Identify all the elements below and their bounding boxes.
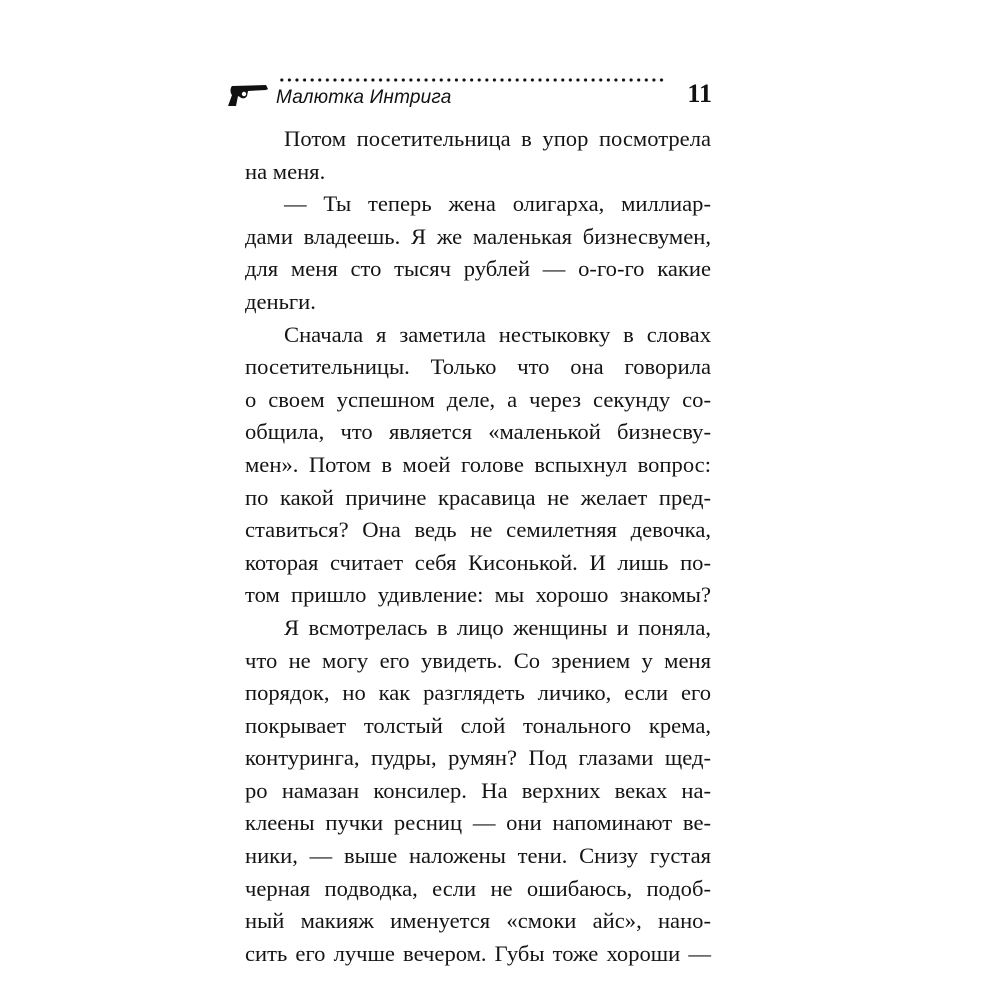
text-line: контуринга, пудры, румян? Под глазами щед- xyxy=(245,745,711,771)
page-header xyxy=(226,76,712,116)
text-line: для меня сто тысяч рублей — о-го-го какие xyxy=(245,256,711,282)
text-line: ный макияж именуется «смоки айс», нано- xyxy=(245,908,711,934)
text-line: сить его лучше вечером. Губы тоже хороши — xyxy=(245,940,711,966)
running-title: Малютка Интрига xyxy=(276,87,452,108)
text-line: посетительницы. Только что она говорила xyxy=(245,354,711,380)
revolver-icon xyxy=(226,82,270,108)
text-line: ро намазан консилер. На верхних веках на- xyxy=(245,777,711,803)
text-line: мен». Потом в моей голове вспыхнул вопрос: xyxy=(245,451,711,477)
page-number: 11 xyxy=(687,79,712,108)
text-line: — Ты теперь жена олигарха, миллиар- xyxy=(284,191,711,217)
text-line: клеены пучки ресниц — они напоминают ве- xyxy=(245,810,711,836)
text-line: черная подводка, если не ошибаюсь, подоб- xyxy=(245,875,711,901)
text-line: том пришло удивление: мы хорошо знакомы? xyxy=(245,582,711,608)
text-line: порядок, но как разглядеть личико, если его xyxy=(245,680,711,706)
text-line: покрывает толстый слой тонального крема, xyxy=(245,712,711,738)
text-line: ставиться? Она ведь не семилетняя девочка, xyxy=(245,517,711,543)
text-line: о своем успешном деле, а через секунду со- xyxy=(245,386,711,412)
text-line: деньги. xyxy=(245,288,316,314)
text-line: на меня. xyxy=(245,158,326,184)
body-text xyxy=(245,123,711,970)
text-line: дами владеешь. Я же маленькая бизнесвумен, xyxy=(245,223,711,249)
text-line: что не могу его увидеть. Со зрением у меня xyxy=(245,647,711,673)
text-line: по какой причине красавица не желает пред- xyxy=(245,484,711,510)
text-line: Я всмотрелась в лицо женщины и поняла, xyxy=(284,614,711,640)
dotted-rule xyxy=(278,76,666,84)
text-line: общила, что является «маленькой бизнесву- xyxy=(245,419,711,445)
text-line: ники, — выше наложены тени. Снизу густая xyxy=(245,843,711,869)
text-line: Сначала я заметила нестыковку в словах xyxy=(284,321,711,347)
text-line: Потом посетительница в упор посмотрела xyxy=(284,126,711,151)
text-line: которая считает себя Кисонькой. И лишь по- xyxy=(245,549,711,575)
